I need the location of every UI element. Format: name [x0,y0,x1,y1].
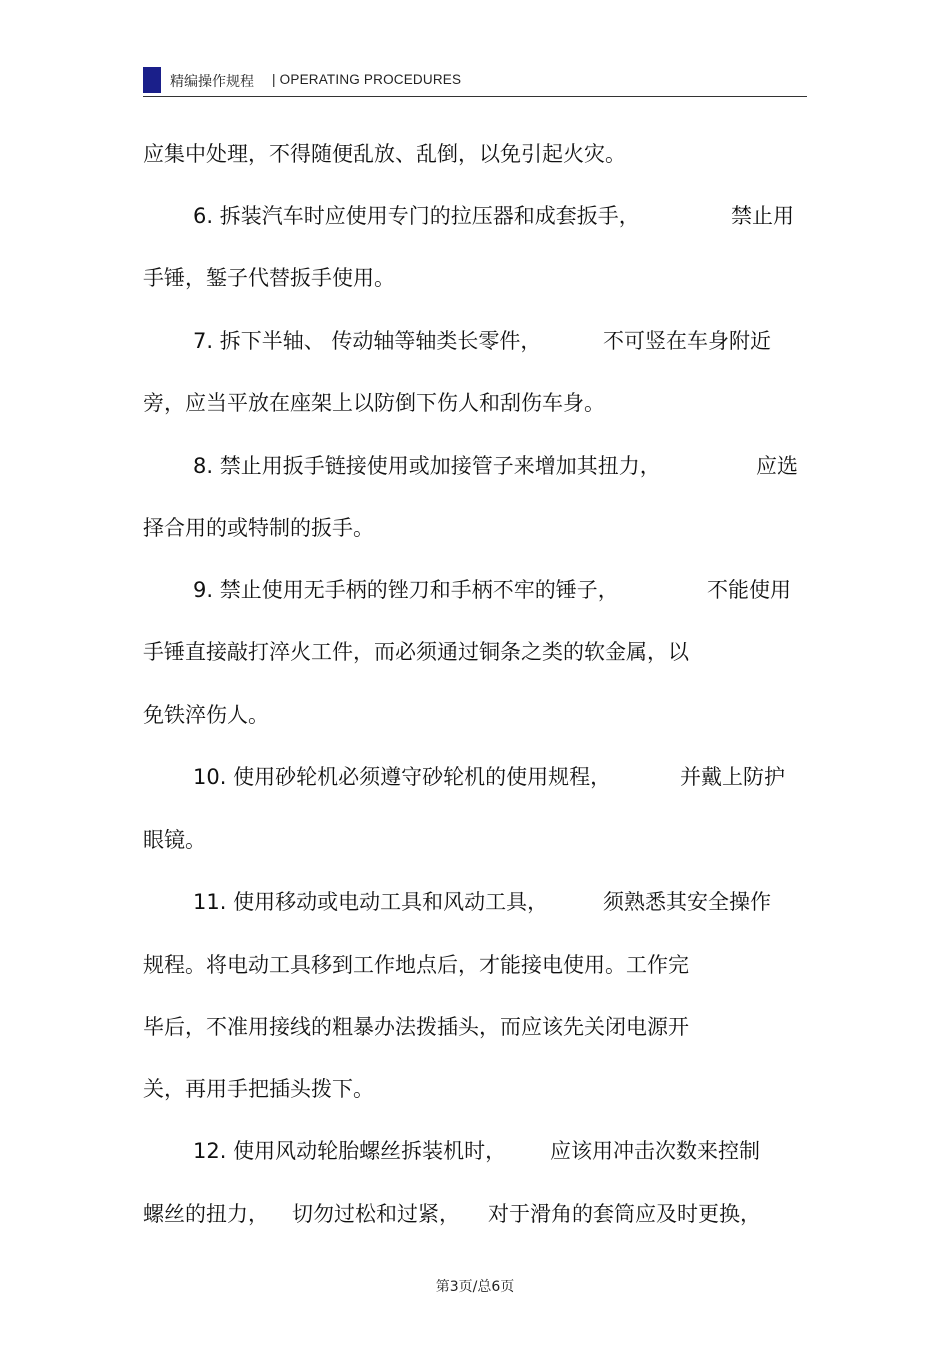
body-line: 9. 禁止使用无手柄的锉刀和手柄不牢的锤子， [193,578,619,602]
body-line: 不能使用 [707,578,791,602]
body-line: 须熟悉其安全操作 [603,890,771,914]
body-line: 关，再用手把插头拨下。 [143,1077,374,1101]
body-line: 10. 使用砂轮机必须遵守砂轮机的使用规程， [193,765,612,789]
header-title-cn: 精编操作规程 [170,74,254,90]
body-line: 螺丝的扭力， [143,1202,269,1226]
body-line: 手锤，錾子代替扳手使用。 [143,266,395,290]
body-line: 应该用冲击次数来控制 [550,1139,760,1163]
body-line: 切勿过松和过紧， [292,1202,460,1226]
body-line: 手锤直接敲打淬火工件，而必须通过铜条之类的软金属，以 [143,640,689,664]
body-line: 6. 拆装汽车时应使用专门的拉压器和成套扳手， [193,204,640,228]
body-line: 12. 使用风动轮胎螺丝拆装机时， [193,1139,507,1163]
body-line: 应选 [756,454,798,478]
body-line: 不可竖在车身附近 [603,329,771,353]
page-header [143,66,807,97]
body-line: 毕后，不准用接线的粗暴办法拨插头，而应该先关闭电源开 [143,1015,689,1039]
body-line: 对于滑角的套筒应及时更换， [488,1202,761,1226]
body-line: 免铁淬伤人。 [143,703,269,727]
body-line: 旁，应当平放在座架上以防倒下伤人和刮伤车身。 [143,391,605,415]
header-title-en: | OPERATING PROCEDURES [272,72,462,87]
body-line: 规程。将电动工具移到工作地点后，才能接电使用。工作完 [143,953,689,977]
body-line: 择合用的或特制的扳手。 [143,516,374,540]
body-line: 眼镜。 [143,828,206,852]
body-line: 并戴上防护 [680,765,785,789]
page-number: 第3页/总6页 [435,1279,515,1295]
body-line: 7. 拆下半轴、 传动轴等轴类长零件， [193,329,542,353]
body-line: 11. 使用移动或电动工具和风动工具， [193,890,549,914]
body-line: 应集中处理，不得随便乱放、乱倒，以免引起火灾。 [143,142,626,166]
body-line: 禁止用 [731,204,794,228]
body-line: 8. 禁止用扳手链接使用或加接管子来增加其扭力， [193,454,661,478]
logo-block [143,67,161,93]
